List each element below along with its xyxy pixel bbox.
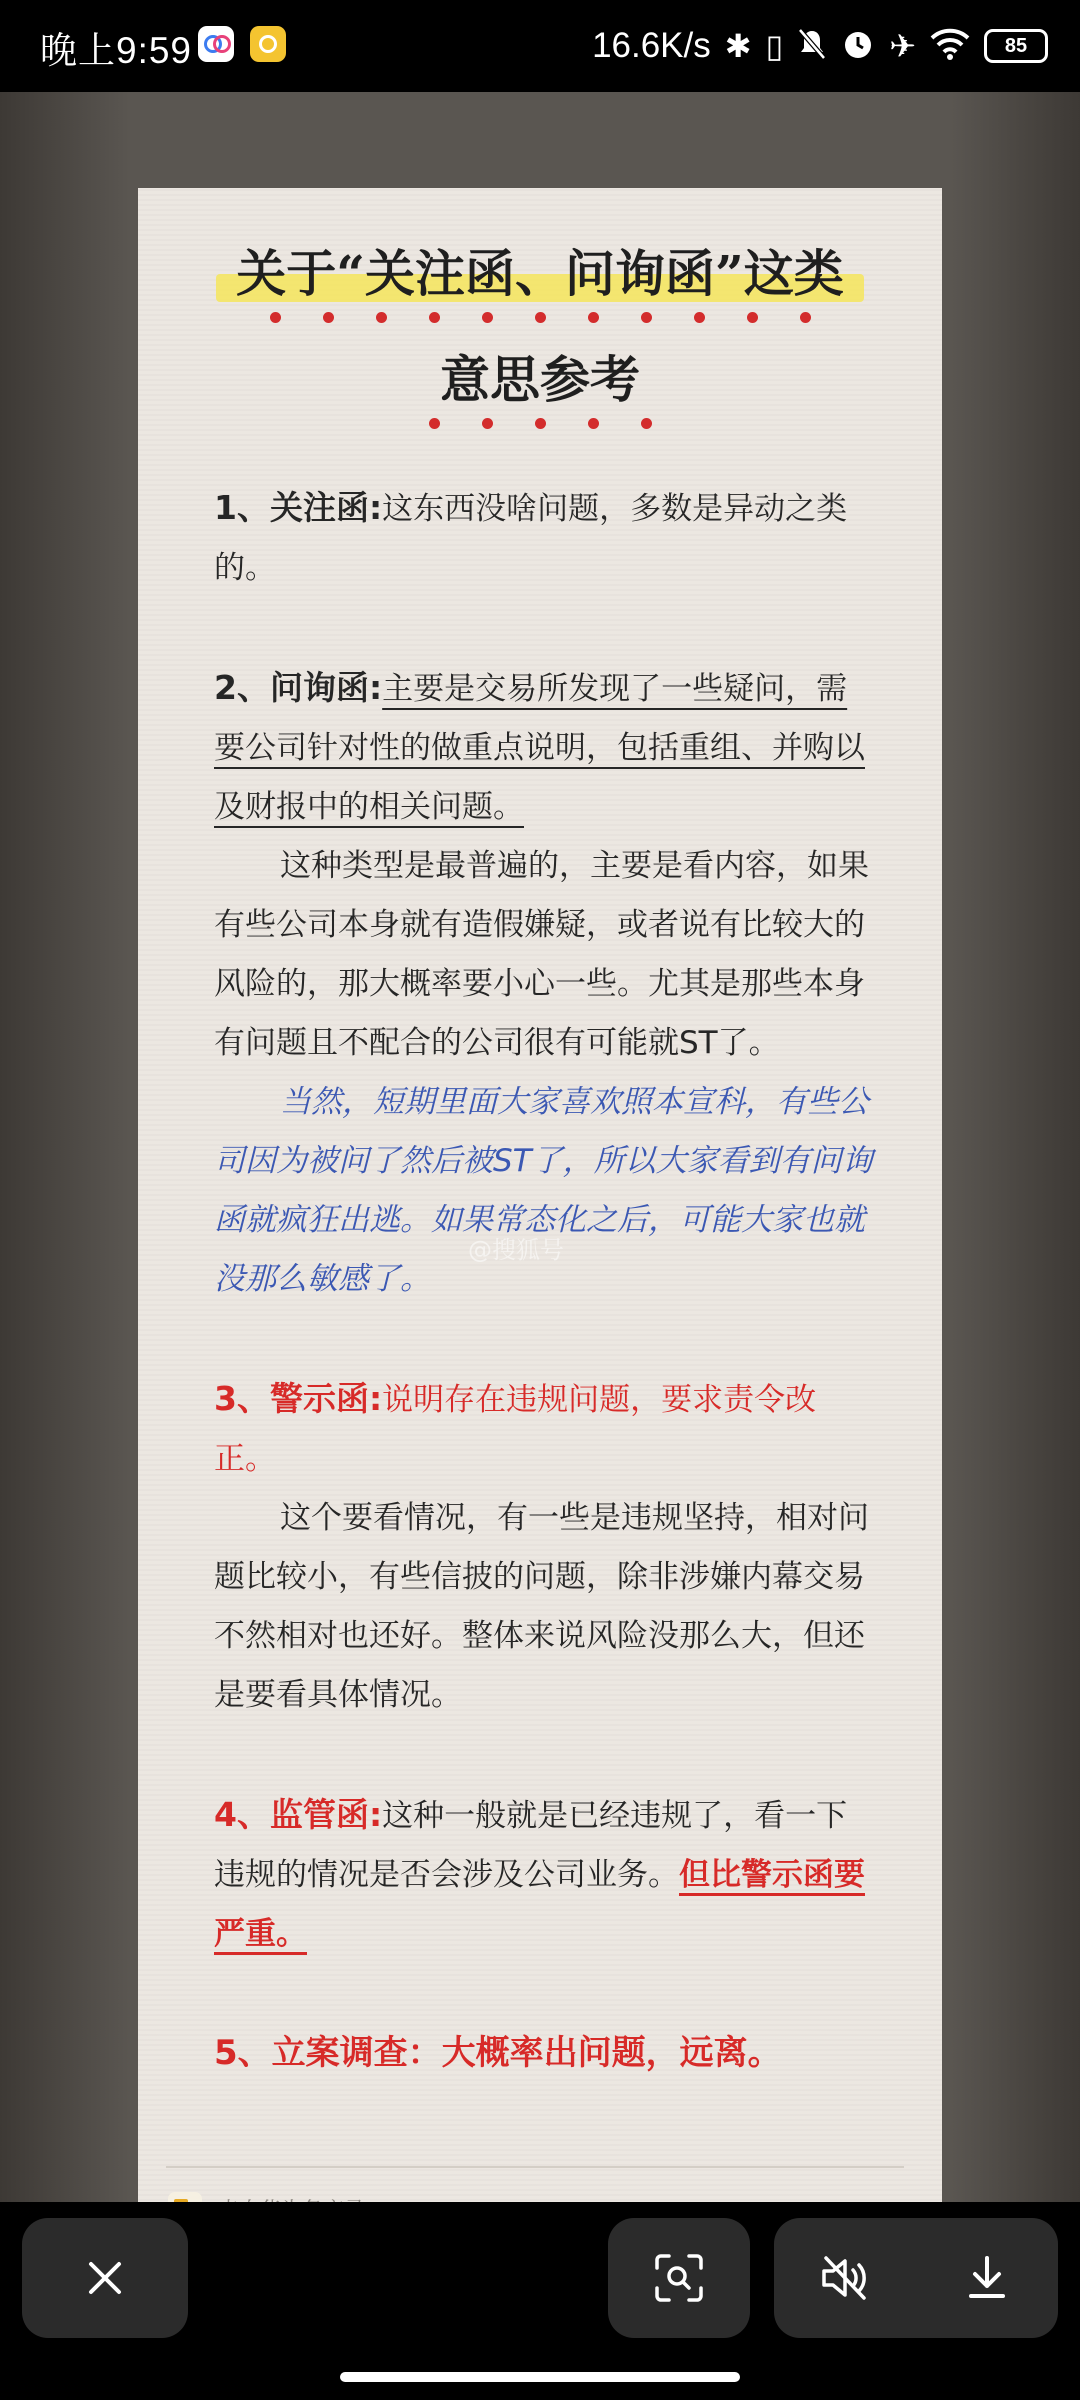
battery-icon xyxy=(984,29,1048,63)
title-line-1: 关于“关注函、问询函”这类 xyxy=(236,240,844,308)
watermark: @搜狐号 xyxy=(468,1236,564,1264)
title-dots xyxy=(138,312,942,336)
airplane-icon: ✈ xyxy=(889,28,916,64)
item-2: 2、问询函:主要是交易所发现了一些疑问，需要公司针对性的做重点说明，包括重组、并购以及财报中的相关问题。 xyxy=(214,668,865,825)
alarm-icon xyxy=(841,27,875,66)
item-1: 1、关注函:这东西没啥问题，多数是异动之类的。 xyxy=(214,488,848,586)
status-time: 晚上9:59 xyxy=(40,30,193,71)
app-notification-icon-2 xyxy=(250,26,286,62)
mute-button[interactable] xyxy=(774,2218,916,2338)
lens-search-icon xyxy=(653,2252,705,2304)
download-icon xyxy=(965,2254,1009,2302)
memo-image xyxy=(138,188,942,2296)
battery-level: 85 xyxy=(1004,34,1028,57)
item-3-paragraph-1: 这个要看情况，有一些是违规坚持，相对问题比较小，有些信披的问题，除非涉嫌内幕交易不然相对也还好。整体来说风险没那么大，但还是要看具体情况。 xyxy=(214,1500,869,1713)
home-indicator[interactable] xyxy=(340,2372,740,2382)
item-4: 4、监管函:这种一般就是已经违规了，看一下违规的情况是否会涉及公司业务。但比警示函要严重。 xyxy=(214,1795,865,1952)
item-3: 3、警示函:说明存在违规问题，要求责令改正。 xyxy=(214,1379,817,1477)
close-button[interactable] xyxy=(22,2218,188,2338)
mute-speaker-icon xyxy=(818,2254,872,2302)
wifi-icon xyxy=(930,28,970,65)
lens-search-button[interactable] xyxy=(608,2218,750,2338)
close-icon xyxy=(85,2258,125,2298)
vibrate-icon: ▯ xyxy=(765,28,784,64)
status-bar xyxy=(0,0,1080,92)
status-right-group xyxy=(592,22,1048,70)
network-speed: 16.6K/s xyxy=(592,26,711,65)
app-notification-icon xyxy=(198,26,234,62)
mute-icon xyxy=(797,27,827,66)
title-line-2: 意思参考 xyxy=(440,350,640,409)
bottom-action-bar xyxy=(0,2202,1080,2400)
memo-content xyxy=(214,478,874,2083)
memo-title xyxy=(138,240,942,452)
item-2-paragraph-2: 当然，短期里面大家喜欢照本宣科，有些公司因为被问了然后被ST了，所以大家看到有问询函就疯狂出逃。如果常态化之后，可能大家也就没那么敏感了。 xyxy=(214,1084,873,1297)
bluetooth-icon: ✱ xyxy=(724,28,752,64)
item-5: 5、立案调查：大概率出问题，远离。 xyxy=(214,2033,782,2073)
media-actions-group xyxy=(774,2218,1058,2338)
download-button[interactable] xyxy=(916,2218,1058,2338)
image-viewer[interactable] xyxy=(0,92,1080,2202)
item-2-paragraph-1: 这种类型是最普遍的，主要是看内容，如果有些公司本身就有造假嫌疑，或者说有比较大的风险的，那大概率要小心一些。尤其是那些本身有问题且不配合的公司很有可能就ST了。 xyxy=(214,848,869,1061)
memo-divider xyxy=(166,2166,904,2168)
title-dots-2 xyxy=(138,418,942,442)
